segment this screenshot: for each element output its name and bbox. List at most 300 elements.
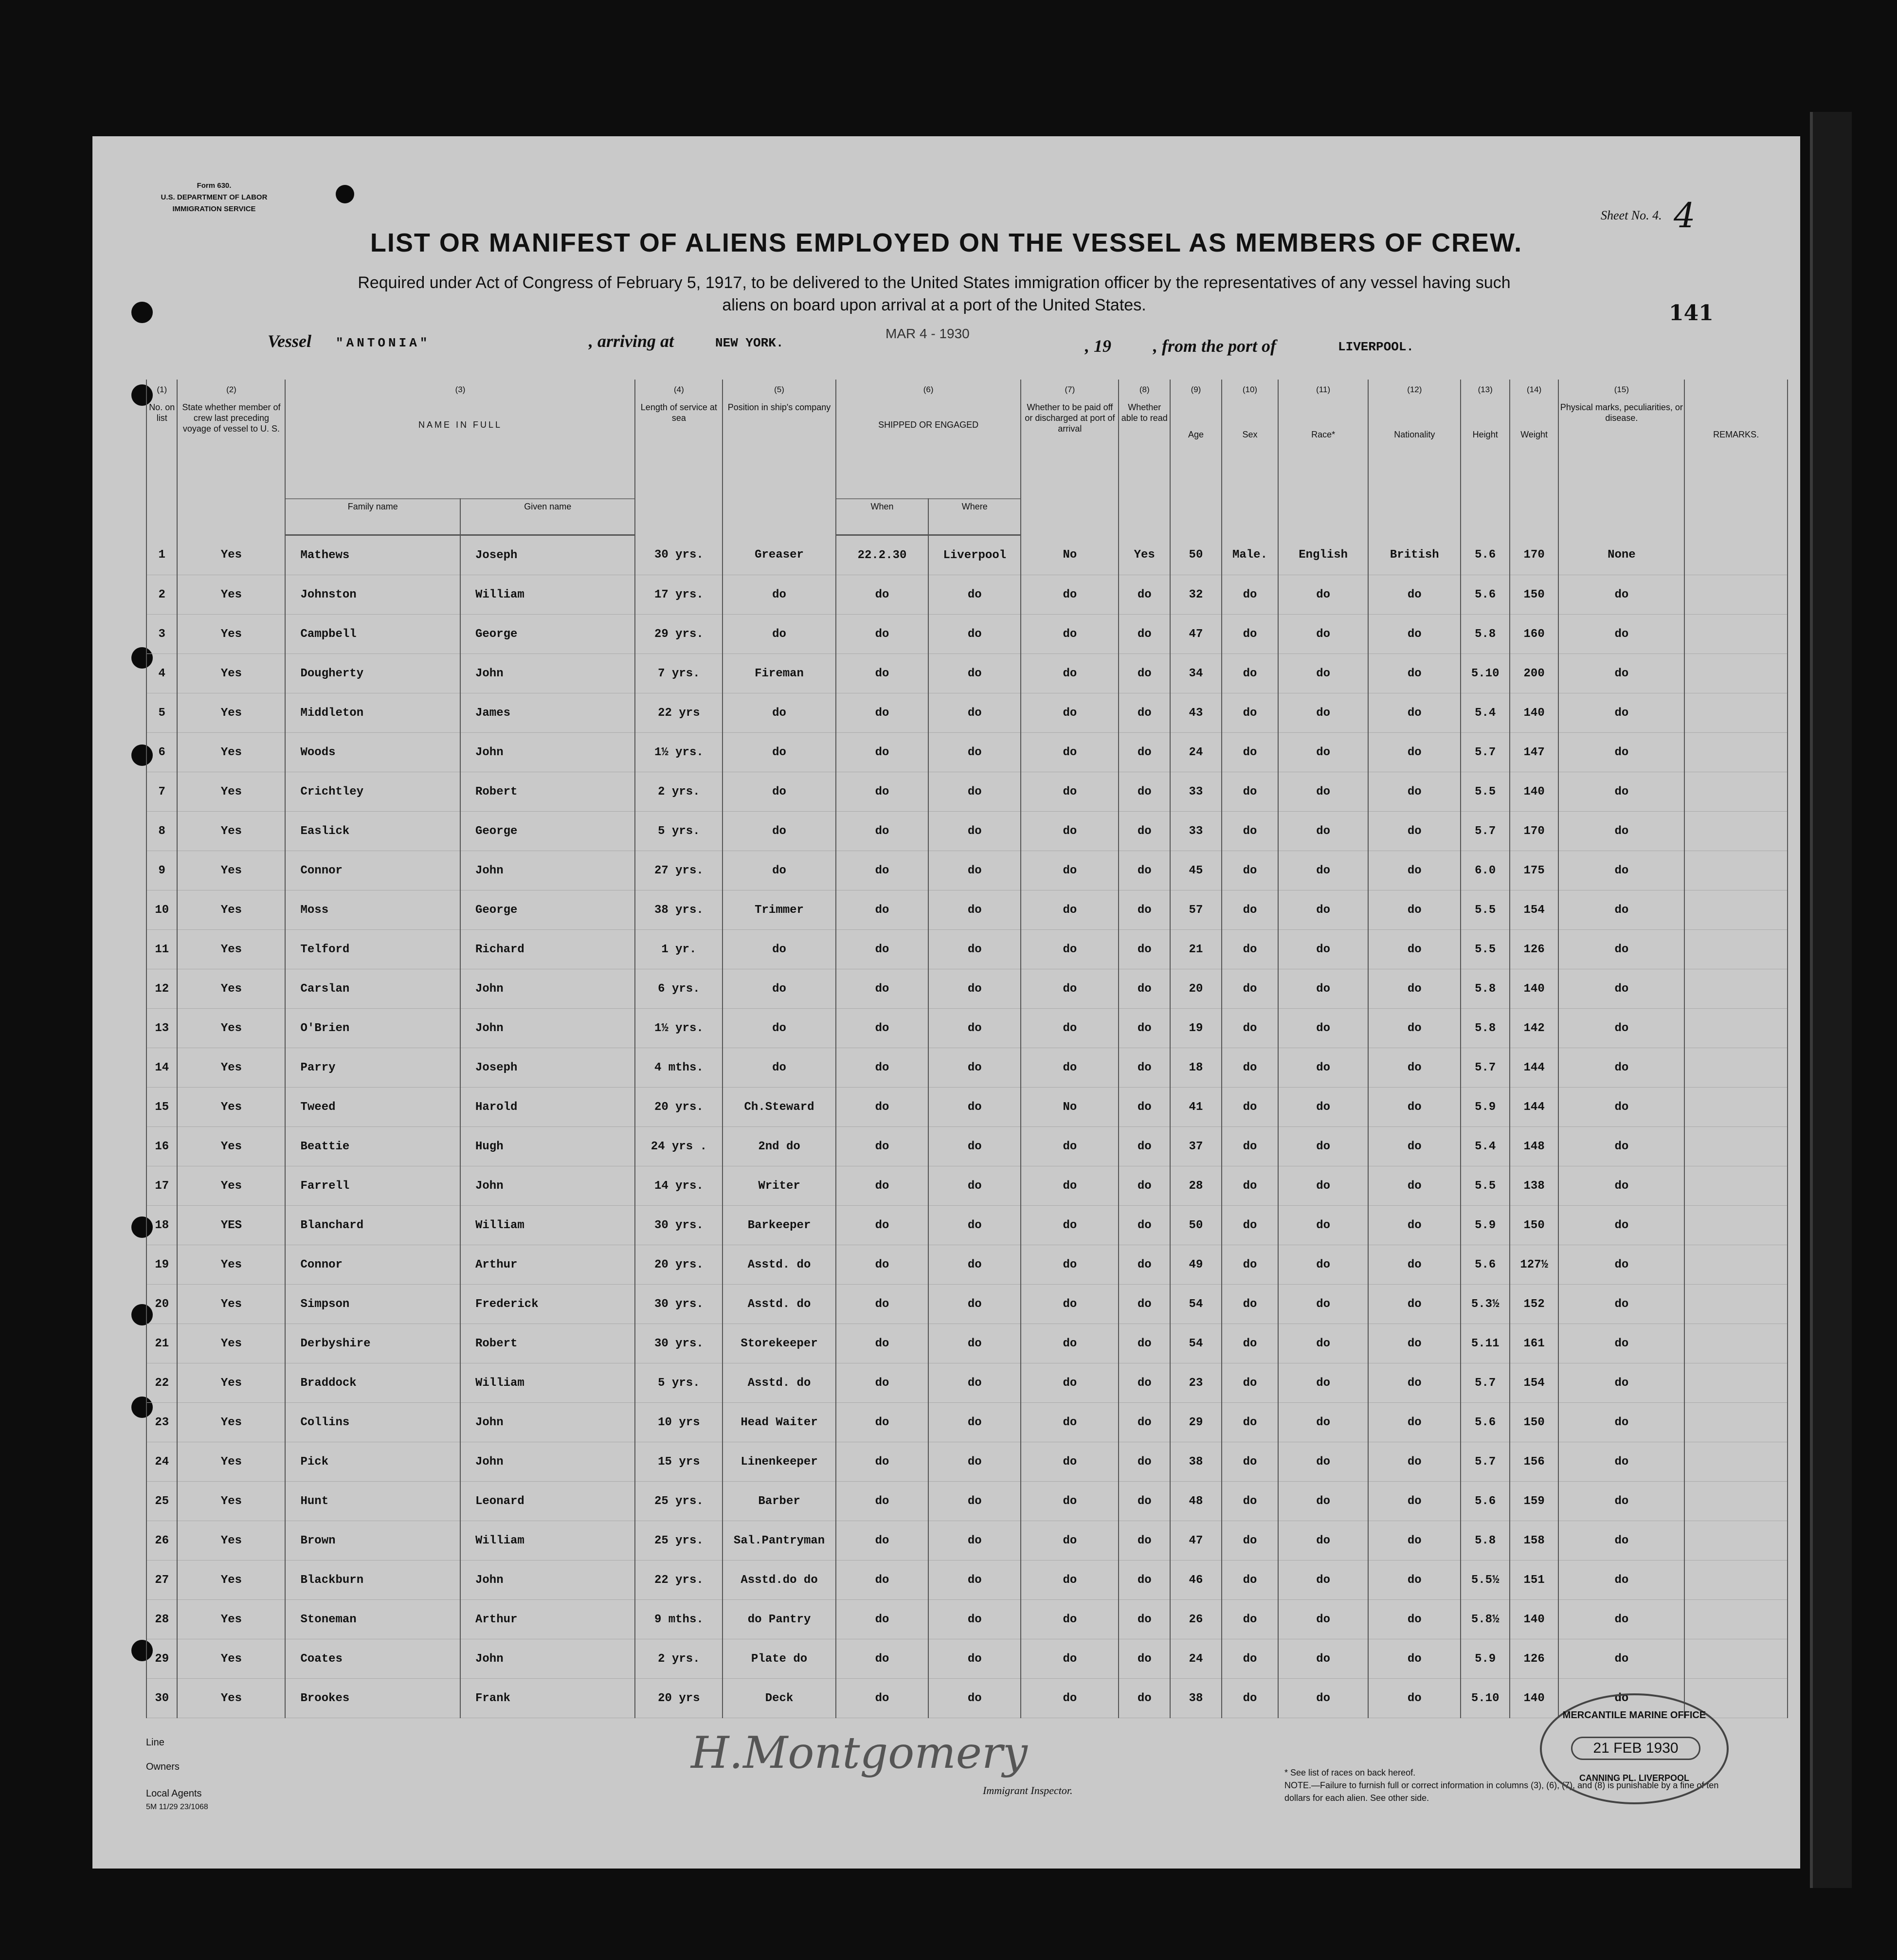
family-name-cell: Crichtley xyxy=(285,772,460,812)
nationality-cell: do xyxy=(1368,1600,1461,1639)
page-subtitle xyxy=(248,272,1620,316)
row-number-cell: 26 xyxy=(146,1521,177,1561)
sex-cell: do xyxy=(1222,1442,1278,1482)
shipped-where-cell: do xyxy=(928,1048,1021,1088)
height-cell: 5.8½ xyxy=(1461,1600,1509,1639)
col-1-number: (1) xyxy=(146,380,177,400)
able-to-read-cell: do xyxy=(1119,733,1170,772)
race-cell: do xyxy=(1278,851,1368,890)
physical-marks-cell: None xyxy=(1558,535,1684,575)
nationality-cell: do xyxy=(1368,812,1461,851)
race-cell: do xyxy=(1278,1482,1368,1521)
age-cell: 47 xyxy=(1170,615,1222,654)
remarks-cell xyxy=(1684,575,1788,615)
arriving-label: , arriving at xyxy=(589,331,674,351)
physical-marks-cell: do xyxy=(1558,1088,1684,1127)
row-number-cell: 9 xyxy=(146,851,177,890)
sex-cell: do xyxy=(1222,615,1278,654)
height-cell: 5.8 xyxy=(1461,1009,1509,1048)
race-cell: do xyxy=(1278,890,1368,930)
row-number-cell: 1 xyxy=(146,535,177,575)
mercantile-marine-stamp xyxy=(1540,1693,1729,1804)
weight-cell: 175 xyxy=(1510,851,1558,890)
paid-off-cell: do xyxy=(1021,1285,1119,1324)
col-age: Age xyxy=(1170,400,1222,535)
race-cell: do xyxy=(1278,1679,1368,1718)
family-name-cell: Woods xyxy=(285,733,460,772)
family-name-cell: Stoneman xyxy=(285,1600,460,1639)
form-number: Form 630. xyxy=(197,181,232,190)
length-of-service-cell: 2 yrs. xyxy=(635,1639,723,1679)
previous-voyage-cell: Yes xyxy=(177,693,285,733)
position-cell: do xyxy=(723,812,836,851)
row-number-cell: 5 xyxy=(146,693,177,733)
family-name-cell: Brookes xyxy=(285,1679,460,1718)
length-of-service-cell: 30 yrs. xyxy=(635,1206,723,1245)
physical-marks-cell: do xyxy=(1558,1403,1684,1442)
sex-cell: Male. xyxy=(1222,535,1278,575)
paid-off-cell: do xyxy=(1021,812,1119,851)
remarks-cell xyxy=(1684,1482,1788,1521)
row-number-cell: 22 xyxy=(146,1363,177,1403)
sex-cell: do xyxy=(1222,1600,1278,1639)
col-no-on-list: No. on list xyxy=(146,400,177,535)
physical-marks-cell: do xyxy=(1558,1561,1684,1600)
given-name-cell: Robert xyxy=(460,1324,635,1363)
shipped-where-cell: do xyxy=(928,969,1021,1009)
page-title: LIST OR MANIFEST OF ALIENS EMPLOYED ON THE VESSEL AS MEMBERS OF CREW. xyxy=(370,228,1523,257)
age-cell: 54 xyxy=(1170,1285,1222,1324)
able-to-read-cell: do xyxy=(1119,1166,1170,1206)
age-cell: 54 xyxy=(1170,1324,1222,1363)
row-number-cell: 21 xyxy=(146,1324,177,1363)
nationality-cell: do xyxy=(1368,1324,1461,1363)
shipped-when-cell: do xyxy=(836,615,928,654)
previous-voyage-cell: Yes xyxy=(177,969,285,1009)
weight-cell: 140 xyxy=(1510,969,1558,1009)
family-name-cell: Hunt xyxy=(285,1482,460,1521)
col-previous-voyage: State whether member of crew last preceding voyage of vessel to U. S. xyxy=(177,400,285,535)
remarks-cell xyxy=(1684,812,1788,851)
height-cell: 5.7 xyxy=(1461,733,1509,772)
row-number-cell: 16 xyxy=(146,1127,177,1166)
length-of-service-cell: 4 mths. xyxy=(635,1048,723,1088)
family-name-cell: Johnston xyxy=(285,575,460,615)
shipped-where-cell: do xyxy=(928,1482,1021,1521)
age-cell: 20 xyxy=(1170,969,1222,1009)
previous-voyage-cell: Yes xyxy=(177,535,285,575)
table-row xyxy=(146,535,1788,575)
shipped-where-cell: do xyxy=(928,1679,1021,1718)
col-paid-off: Whether to be paid off or discharged at port of arrival xyxy=(1021,400,1119,535)
stamp-top-text: MERCANTILE MARINE OFFICE xyxy=(1562,1710,1706,1721)
shipped-when-cell: do xyxy=(836,1639,928,1679)
weight-cell: 140 xyxy=(1510,693,1558,733)
row-number-cell: 18 xyxy=(146,1206,177,1245)
row-number-cell: 25 xyxy=(146,1482,177,1521)
shipped-when-cell: do xyxy=(836,930,928,969)
nationality-cell: do xyxy=(1368,1363,1461,1403)
given-name-cell: George xyxy=(460,812,635,851)
position-cell: Deck xyxy=(723,1679,836,1718)
paid-off-cell: do xyxy=(1021,615,1119,654)
manifest-page xyxy=(92,136,1800,1869)
nationality-cell: do xyxy=(1368,1127,1461,1166)
length-of-service-cell: 6 yrs. xyxy=(635,969,723,1009)
remarks-cell xyxy=(1684,615,1788,654)
height-cell: 5.6 xyxy=(1461,1482,1509,1521)
length-of-service-cell: 7 yrs. xyxy=(635,654,723,693)
given-name-cell: Frederick xyxy=(460,1285,635,1324)
nationality-cell: do xyxy=(1368,1088,1461,1127)
stamp-date: 21 FEB 1930 xyxy=(1571,1737,1700,1760)
col-12-number: (12) xyxy=(1368,380,1461,400)
given-name-cell: Joseph xyxy=(460,1048,635,1088)
paid-off-cell: do xyxy=(1021,969,1119,1009)
shipped-when-cell: do xyxy=(836,772,928,812)
family-name-cell: Braddock xyxy=(285,1363,460,1403)
length-of-service-cell: 1 yr. xyxy=(635,930,723,969)
remarks-cell xyxy=(1684,930,1788,969)
table-row xyxy=(146,1482,1788,1521)
table-row xyxy=(146,615,1788,654)
able-to-read-cell: do xyxy=(1119,1245,1170,1285)
weight-cell: 150 xyxy=(1510,575,1558,615)
table-row xyxy=(146,1048,1788,1088)
sheet-printed: 4. xyxy=(1652,208,1662,222)
previous-voyage-cell: Yes xyxy=(177,1482,285,1521)
weight-cell: 144 xyxy=(1510,1048,1558,1088)
sex-cell: do xyxy=(1222,1561,1278,1600)
shipped-when-cell: do xyxy=(836,1521,928,1561)
col-name-in-full: NAME IN FULL xyxy=(285,400,635,499)
table-row xyxy=(146,930,1788,969)
race-cell: do xyxy=(1278,930,1368,969)
col-9-number: (9) xyxy=(1170,380,1222,400)
family-name-cell: Farrell xyxy=(285,1166,460,1206)
col-8-number: (8) xyxy=(1119,380,1170,400)
remarks-cell xyxy=(1684,1048,1788,1088)
nationality-cell: do xyxy=(1368,851,1461,890)
age-cell: 38 xyxy=(1170,1679,1222,1718)
col-remarks: REMARKS. xyxy=(1684,400,1788,535)
row-number-cell: 28 xyxy=(146,1600,177,1639)
nationality-cell: do xyxy=(1368,930,1461,969)
remarks-cell xyxy=(1684,693,1788,733)
given-name-cell: Joseph xyxy=(460,535,635,575)
weight-cell: 154 xyxy=(1510,1363,1558,1403)
shipped-when-cell: do xyxy=(836,812,928,851)
given-name-cell: John xyxy=(460,1442,635,1482)
previous-voyage-cell: Yes xyxy=(177,812,285,851)
given-name-cell: John xyxy=(460,851,635,890)
table-row xyxy=(146,1442,1788,1482)
height-cell: 5.8 xyxy=(1461,969,1509,1009)
family-name-cell: Parry xyxy=(285,1048,460,1088)
length-of-service-cell: 20 yrs. xyxy=(635,1245,723,1285)
position-cell: Storekeeper xyxy=(723,1324,836,1363)
height-cell: 5.6 xyxy=(1461,1245,1509,1285)
table-row xyxy=(146,1088,1788,1127)
position-cell: do xyxy=(723,575,836,615)
race-cell: do xyxy=(1278,615,1368,654)
stamp-bottom-text: CANNING PL. LIVERPOOL xyxy=(1579,1773,1689,1783)
position-cell: Barber xyxy=(723,1482,836,1521)
sex-cell: do xyxy=(1222,1363,1278,1403)
able-to-read-cell: do xyxy=(1119,1048,1170,1088)
family-name-cell: Pick xyxy=(285,1442,460,1482)
position-cell: Head Waiter xyxy=(723,1403,836,1442)
row-number-cell: 17 xyxy=(146,1166,177,1206)
family-name-cell: Simpson xyxy=(285,1285,460,1324)
shipped-where-cell: do xyxy=(928,1206,1021,1245)
weight-cell: 170 xyxy=(1510,535,1558,575)
row-number-cell: 20 xyxy=(146,1285,177,1324)
position-cell: Asstd. do xyxy=(723,1363,836,1403)
length-of-service-cell: 38 yrs. xyxy=(635,890,723,930)
given-name-cell: John xyxy=(460,1403,635,1442)
table-row xyxy=(146,733,1788,772)
sex-cell: do xyxy=(1222,1679,1278,1718)
weight-cell: 170 xyxy=(1510,812,1558,851)
race-cell: do xyxy=(1278,1166,1368,1206)
age-cell: 26 xyxy=(1170,1600,1222,1639)
subtitle-line-2: aliens on board upon arrival at a port of the United States. xyxy=(722,296,1146,314)
given-name-cell: John xyxy=(460,1009,635,1048)
family-name-cell: Carslan xyxy=(285,969,460,1009)
length-of-service-cell: 1½ yrs. xyxy=(635,733,723,772)
height-cell: 5.11 xyxy=(1461,1324,1509,1363)
position-cell: do xyxy=(723,969,836,1009)
weight-cell: 150 xyxy=(1510,1403,1558,1442)
previous-voyage-cell: Yes xyxy=(177,1679,285,1718)
physical-marks-cell: do xyxy=(1558,1639,1684,1679)
length-of-service-cell: 9 mths. xyxy=(635,1600,723,1639)
nationality-cell: do xyxy=(1368,733,1461,772)
table-row xyxy=(146,575,1788,615)
position-cell: Writer xyxy=(723,1166,836,1206)
table-row xyxy=(146,890,1788,930)
previous-voyage-cell: Yes xyxy=(177,851,285,890)
from-port: LIVERPOOL. xyxy=(1338,340,1414,354)
age-cell: 23 xyxy=(1170,1363,1222,1403)
able-to-read-cell: do xyxy=(1119,772,1170,812)
physical-marks-cell: do xyxy=(1558,851,1684,890)
able-to-read-cell: Yes xyxy=(1119,535,1170,575)
previous-voyage-cell: Yes xyxy=(177,1521,285,1561)
physical-marks-cell: do xyxy=(1558,575,1684,615)
year-label: , 19 xyxy=(1085,336,1111,356)
length-of-service-cell: 5 yrs. xyxy=(635,1363,723,1403)
age-cell: 18 xyxy=(1170,1048,1222,1088)
paid-off-cell: do xyxy=(1021,1363,1119,1403)
shipped-when-cell: do xyxy=(836,1679,928,1718)
position-cell: do xyxy=(723,930,836,969)
physical-marks-cell: do xyxy=(1558,930,1684,969)
col-given-name: Given name xyxy=(460,499,635,535)
shipped-where-cell: do xyxy=(928,1561,1021,1600)
able-to-read-cell: do xyxy=(1119,1403,1170,1442)
col-2-number: (2) xyxy=(177,380,285,400)
previous-voyage-cell: Yes xyxy=(177,654,285,693)
table-row xyxy=(146,812,1788,851)
given-name-cell: William xyxy=(460,1521,635,1561)
table-row xyxy=(146,1166,1788,1206)
physical-marks-cell: do xyxy=(1558,654,1684,693)
paid-off-cell: do xyxy=(1021,733,1119,772)
immigrant-inspector-label: Immigrant Inspector. xyxy=(983,1784,1073,1797)
race-cell: do xyxy=(1278,1403,1368,1442)
family-name-cell: Campbell xyxy=(285,615,460,654)
table-row xyxy=(146,1600,1788,1639)
length-of-service-cell: 17 yrs. xyxy=(635,575,723,615)
age-cell: 21 xyxy=(1170,930,1222,969)
physical-marks-cell: do xyxy=(1558,1324,1684,1363)
race-cell: do xyxy=(1278,1285,1368,1324)
given-name-cell: George xyxy=(460,890,635,930)
remarks-cell xyxy=(1684,1600,1788,1639)
race-cell: do xyxy=(1278,1088,1368,1127)
remarks-cell xyxy=(1684,1639,1788,1679)
weight-cell: 147 xyxy=(1510,733,1558,772)
remarks-cell xyxy=(1684,1166,1788,1206)
from-port-label: , from the port of xyxy=(1153,336,1277,356)
shipped-when-cell: 22.2.30 xyxy=(836,535,928,575)
weight-cell: 200 xyxy=(1510,654,1558,693)
sex-cell: do xyxy=(1222,1482,1278,1521)
line-label: Line xyxy=(146,1737,164,1748)
height-cell: 5.7 xyxy=(1461,812,1509,851)
previous-voyage-cell: Yes xyxy=(177,890,285,930)
age-cell: 29 xyxy=(1170,1403,1222,1442)
shipped-where-cell: do xyxy=(928,812,1021,851)
physical-marks-cell: do xyxy=(1558,1482,1684,1521)
age-cell: 34 xyxy=(1170,654,1222,693)
races-note: * See list of races on back hereof. xyxy=(1284,1768,1416,1778)
remarks-cell xyxy=(1684,1127,1788,1166)
sex-cell: do xyxy=(1222,1088,1278,1127)
position-cell: do xyxy=(723,851,836,890)
age-cell: 28 xyxy=(1170,1166,1222,1206)
height-cell: 5.10 xyxy=(1461,1679,1509,1718)
position-cell: Linenkeeper xyxy=(723,1442,836,1482)
height-cell: 5.8 xyxy=(1461,615,1509,654)
length-of-service-cell: 5 yrs. xyxy=(635,812,723,851)
family-name-cell: Blackburn xyxy=(285,1561,460,1600)
nationality-cell: British xyxy=(1368,535,1461,575)
weight-cell: 126 xyxy=(1510,930,1558,969)
sex-cell: do xyxy=(1222,851,1278,890)
paid-off-cell: do xyxy=(1021,930,1119,969)
col-3-number: (3) xyxy=(285,380,635,400)
nationality-cell: do xyxy=(1368,654,1461,693)
col-when: When xyxy=(836,499,928,535)
age-cell: 43 xyxy=(1170,693,1222,733)
family-name-cell: Coates xyxy=(285,1639,460,1679)
remarks-cell xyxy=(1684,890,1788,930)
previous-voyage-cell: Yes xyxy=(177,733,285,772)
paid-off-cell: do xyxy=(1021,1166,1119,1206)
nationality-cell: do xyxy=(1368,1521,1461,1561)
given-name-cell: John xyxy=(460,654,635,693)
shipped-where-cell: do xyxy=(928,1088,1021,1127)
shipped-when-cell: do xyxy=(836,851,928,890)
race-cell: English xyxy=(1278,535,1368,575)
length-of-service-cell: 25 yrs. xyxy=(635,1482,723,1521)
remarks-cell xyxy=(1684,969,1788,1009)
height-cell: 5.7 xyxy=(1461,1363,1509,1403)
given-name-cell: John xyxy=(460,1639,635,1679)
height-cell: 5.6 xyxy=(1461,575,1509,615)
able-to-read-cell: do xyxy=(1119,615,1170,654)
physical-marks-cell: do xyxy=(1558,615,1684,654)
col-where: Where xyxy=(928,499,1021,535)
shipped-where-cell: do xyxy=(928,654,1021,693)
physical-marks-cell: do xyxy=(1558,693,1684,733)
shipped-when-cell: do xyxy=(836,1482,928,1521)
position-cell: 2nd do xyxy=(723,1127,836,1166)
paid-off-cell: do xyxy=(1021,851,1119,890)
table-row xyxy=(146,1639,1788,1679)
shipped-when-cell: do xyxy=(836,890,928,930)
position-cell: Trimmer xyxy=(723,890,836,930)
remarks-cell xyxy=(1684,1403,1788,1442)
shipped-where-cell: do xyxy=(928,1285,1021,1324)
shipped-where-cell: Liverpool xyxy=(928,535,1021,575)
sex-cell: do xyxy=(1222,930,1278,969)
previous-voyage-cell: Yes xyxy=(177,1363,285,1403)
row-number-cell: 27 xyxy=(146,1561,177,1600)
sex-cell: do xyxy=(1222,1206,1278,1245)
sex-cell: do xyxy=(1222,890,1278,930)
paid-off-cell: do xyxy=(1021,1561,1119,1600)
previous-voyage-cell: Yes xyxy=(177,772,285,812)
shipped-where-cell: do xyxy=(928,851,1021,890)
previous-voyage-cell: Yes xyxy=(177,1245,285,1285)
sex-cell: do xyxy=(1222,772,1278,812)
sex-cell: do xyxy=(1222,1639,1278,1679)
row-number-cell: 29 xyxy=(146,1639,177,1679)
row-number-cell: 8 xyxy=(146,812,177,851)
sex-cell: do xyxy=(1222,1324,1278,1363)
nationality-cell: do xyxy=(1368,1679,1461,1718)
family-name-cell: Beattie xyxy=(285,1127,460,1166)
shipped-where-cell: do xyxy=(928,575,1021,615)
weight-cell: 148 xyxy=(1510,1127,1558,1166)
row-number-cell: 10 xyxy=(146,890,177,930)
given-name-cell: John xyxy=(460,1561,635,1600)
age-cell: 19 xyxy=(1170,1009,1222,1048)
height-cell: 5.5½ xyxy=(1461,1561,1509,1600)
previous-voyage-cell: Yes xyxy=(177,1166,285,1206)
punch-hole xyxy=(131,302,153,323)
family-name-cell: Connor xyxy=(285,851,460,890)
col-family-name: Family name xyxy=(285,499,460,535)
sex-cell: do xyxy=(1222,969,1278,1009)
previous-voyage-cell: Yes xyxy=(177,1639,285,1679)
weight-cell: 138 xyxy=(1510,1166,1558,1206)
given-name-cell: Leonard xyxy=(460,1482,635,1521)
shipped-where-cell: do xyxy=(928,1166,1021,1206)
position-cell: Ch.Steward xyxy=(723,1088,836,1127)
shipped-when-cell: do xyxy=(836,1245,928,1285)
height-cell: 5.9 xyxy=(1461,1639,1509,1679)
physical-marks-cell: do xyxy=(1558,812,1684,851)
height-cell: 5.5 xyxy=(1461,772,1509,812)
remarks-cell xyxy=(1684,851,1788,890)
shipped-when-cell: do xyxy=(836,733,928,772)
nationality-cell: do xyxy=(1368,1009,1461,1048)
